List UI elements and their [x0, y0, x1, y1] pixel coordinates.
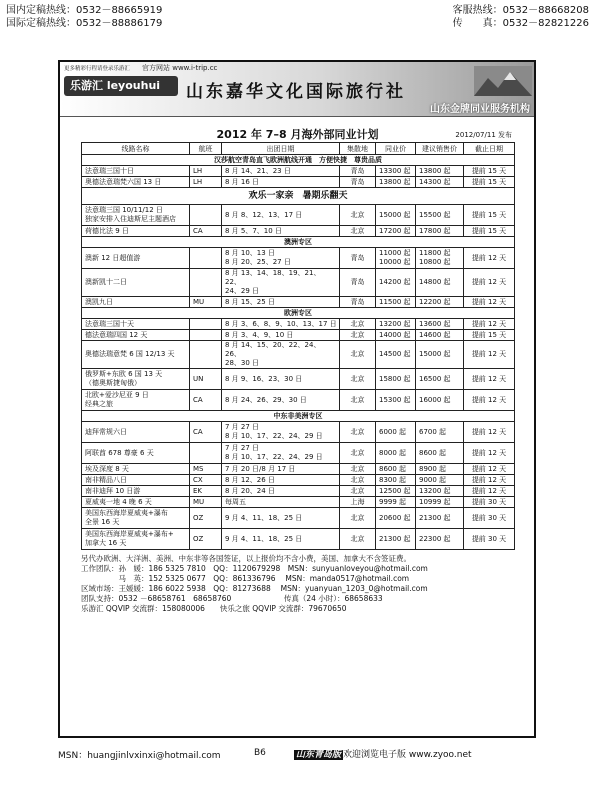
column-header: 建议销售价: [416, 143, 464, 155]
route-name: 奥德法瑞意梵 6 国 12/13 天: [82, 341, 190, 369]
contact-line: 区域市场：王媛媛：186 6022 5938 QQ：81273688 MSN：yuanyuan_1203_0@hotmail.com: [81, 584, 428, 593]
table-row: [82, 390, 515, 411]
departure-dates: 8 月 20、24 日: [222, 486, 340, 497]
table-row: [82, 464, 515, 475]
section-header-row: [82, 155, 515, 166]
departure-dates: 8 月 3、6、8、9、10、13、17 日: [222, 319, 340, 330]
departure-city: 北京: [340, 341, 376, 369]
tour-schedule-table: [81, 142, 515, 550]
table-row: [82, 497, 515, 508]
table-row: [82, 508, 515, 529]
booking-deadline: 提前 12 天: [464, 341, 515, 369]
domestic-hotline: 国内定稿热线：0532－88665919: [6, 5, 163, 16]
route-name: 澳新凯十二日: [82, 269, 190, 297]
flight-code: MU: [190, 497, 222, 508]
flight-code: [190, 341, 222, 369]
route-name: 阿联酋 678 尊豪 6 天: [82, 443, 190, 464]
booking-deadline: 提前 30 天: [464, 529, 515, 550]
departure-city: 上海: [340, 497, 376, 508]
route-name: 埃及深度 8 天: [82, 464, 190, 475]
table-header-row: [82, 143, 515, 155]
booking-deadline: 提前 15 天: [464, 226, 515, 237]
table-row: [82, 166, 515, 177]
table-row: [82, 269, 515, 297]
departure-city: 青岛: [340, 177, 376, 188]
company-name: 山东嘉华文化国际旅行社: [186, 82, 406, 102]
retail-price: 12200 起: [416, 297, 464, 308]
section-title: 中东非美洲专区: [82, 411, 515, 422]
flight-code: [190, 269, 222, 297]
route-name: 俄罗斯+东欧 6 国 13 天 （德奥斯捷匈俄）: [82, 369, 190, 390]
flight-code: LH: [190, 166, 222, 177]
departure-dates: 8 月 8、12、13、17 日: [222, 205, 340, 226]
peer-price: 15800 起: [376, 369, 416, 390]
departure-dates: 8 月 9、16、23、30 日: [222, 369, 340, 390]
company-banner: [60, 62, 534, 117]
peer-price: 14000 起: [376, 330, 416, 341]
flight-code: UN: [190, 369, 222, 390]
route-name: 北欧+爱沙尼亚 9 日 经典之旅: [82, 390, 190, 411]
ad-frame: [58, 60, 536, 738]
section-header-row: [82, 188, 515, 205]
departure-city: 北京: [340, 464, 376, 475]
plan-title: 2012 年 7–8 月海外部同业计划: [216, 128, 379, 141]
departure-city: 北京: [340, 226, 376, 237]
section-header-row: [82, 237, 515, 248]
retail-price: 16000 起: [416, 390, 464, 411]
retail-price: 13800 起: [416, 166, 464, 177]
booking-deadline: 提前 15 天: [464, 166, 515, 177]
peer-price: 11500 起: [376, 297, 416, 308]
retail-price: 14600 起: [416, 330, 464, 341]
retail-price: 11800 起 10800 起: [416, 248, 464, 269]
flight-code: CA: [190, 226, 222, 237]
departure-city: 北京: [340, 475, 376, 486]
departure-dates: 8 月 10、13 日 8 月 20、25、27 日: [222, 248, 340, 269]
flight-code: EK: [190, 486, 222, 497]
column-header: 航班: [190, 143, 222, 155]
departure-city: 北京: [340, 205, 376, 226]
flight-code: CX: [190, 475, 222, 486]
departure-dates: 8 月 24、26、29、30 日: [222, 390, 340, 411]
fax-number: 传 真：0532－82821226: [452, 18, 589, 29]
table-row: [82, 330, 515, 341]
route-name: 法意瑞三国十天: [82, 319, 190, 330]
contact-line: 团队支持：0532 －68658761 68658760 传真（24 小时）：68658633: [81, 594, 383, 603]
retail-price: 13600 起: [416, 319, 464, 330]
departure-city: 北京: [340, 390, 376, 411]
peer-price: 21300 起: [376, 529, 416, 550]
banner-website[interactable]: 官方网站 www.i-trip.cc: [142, 64, 218, 72]
booking-deadline: 提前 12 天: [464, 475, 515, 486]
table-row: [82, 475, 515, 486]
route-name: 美国东西海岸夏威夷+瀑布+ 加拿大 16 天: [82, 529, 190, 550]
retail-price: 13200 起: [416, 486, 464, 497]
peer-price: 8600 起: [376, 464, 416, 475]
page-number: B6: [254, 748, 266, 758]
section-title: 汉莎航空青岛直飞欧洲航线开通 方便快捷 尊贵品质: [82, 155, 515, 166]
contact-notes: [81, 554, 514, 614]
peer-price: 13200 起: [376, 319, 416, 330]
column-header: 出团日期: [222, 143, 340, 155]
column-header: 截止日期: [464, 143, 515, 155]
contact-line: 另代办欧洲、大洋洲、美洲、中东非等各国签证，以上报价均不含小费，美国、加拿大不含签证费。: [81, 554, 411, 563]
section-title: 欧洲专区: [82, 308, 515, 319]
departure-city: 青岛: [340, 269, 376, 297]
departure-dates: 8 月 13、14、18、19、21、22、 24、29 日: [222, 269, 340, 297]
departure-dates: 7 月 20 日/8 月 17 日: [222, 464, 340, 475]
plan-document: [81, 120, 514, 614]
departure-city: 北京: [340, 422, 376, 443]
peer-price: 14200 起: [376, 269, 416, 297]
route-name: 夏威夷一地 4 晚 6 天: [82, 497, 190, 508]
domestic-hotlines: [6, 4, 162, 30]
retail-price: 15500 起: [416, 205, 464, 226]
peer-price: 12500 起: [376, 486, 416, 497]
retail-price: 17800 起: [416, 226, 464, 237]
peer-price: 17200 起: [376, 226, 416, 237]
flight-code: [190, 443, 222, 464]
booking-deadline: 提前 30 天: [464, 508, 515, 529]
booking-deadline: 提前 12 天: [464, 248, 515, 269]
section-header-row: [82, 308, 515, 319]
magazine-url[interactable]: 欢迎浏览电子版 www.zyoo.net: [343, 750, 472, 760]
retail-price: 6700 起: [416, 422, 464, 443]
table-row: [82, 205, 515, 226]
magazine-edition: 山东青岛版: [296, 750, 342, 760]
peer-price: 9999 起: [376, 497, 416, 508]
departure-dates: 8 月 16 日: [222, 177, 340, 188]
departure-city: 北京: [340, 319, 376, 330]
booking-deadline: 提前 15 天: [464, 330, 515, 341]
route-name: 美国东西海岸夏威夷+瀑布 全景 16 天: [82, 508, 190, 529]
mountain-photo-icon: [474, 66, 532, 96]
departure-dates: 8 月 14、21、23 日: [222, 166, 340, 177]
booking-deadline: 提前 12 天: [464, 464, 515, 475]
contact-line: 乐游汇 QQVIP 交流群：158080006 快乐之旅 QQVIP 交流群：79670650: [81, 604, 347, 613]
booking-deadline: 提前 30 天: [464, 497, 515, 508]
peer-price: 13300 起: [376, 166, 416, 177]
contact-line: 工作团队：孙 媛：186 5325 7810 QQ：1120679298 MSN：sunyuanloveyou@hotmail.com: [81, 564, 428, 573]
booking-deadline: 提前 12 天: [464, 319, 515, 330]
banner-tagline: 更多精彩行程请登录乐游汇: [64, 66, 131, 72]
section-header-row: [82, 411, 515, 422]
booking-deadline: 提前 12 天: [464, 369, 515, 390]
table-row: [82, 443, 515, 464]
departure-dates: 8 月 12、26 日: [222, 475, 340, 486]
retail-price: 14800 起: [416, 269, 464, 297]
route-name: 德法意瑞四国 12 天: [82, 330, 190, 341]
departure-city: 北京: [340, 443, 376, 464]
departure-city: 青岛: [340, 297, 376, 308]
departure-city: 北京: [340, 508, 376, 529]
departure-dates: 9 月 4、11、18、25 日: [222, 508, 340, 529]
publish-date: 2012/07/11 发布: [455, 131, 512, 139]
retail-price: 21300 起: [416, 508, 464, 529]
flight-code: MU: [190, 297, 222, 308]
departure-city: 青岛: [340, 166, 376, 177]
flight-code: [190, 248, 222, 269]
section-title: 澳洲专区: [82, 237, 515, 248]
flight-code: MS: [190, 464, 222, 475]
flight-code: [190, 330, 222, 341]
departure-dates: 8 月 14、15、20、22、24、26、 28、30 日: [222, 341, 340, 369]
retail-price: 16500 起: [416, 369, 464, 390]
retail-price: 15000 起: [416, 341, 464, 369]
service-hotlines: [453, 4, 589, 30]
booking-deadline: 提前 12 天: [464, 443, 515, 464]
retail-price: 8900 起: [416, 464, 464, 475]
column-header: 线路名称: [82, 143, 190, 155]
table-row: [82, 177, 515, 188]
departure-dates: 8 月 15、25 日: [222, 297, 340, 308]
table-row: [82, 486, 515, 497]
booking-deadline: 提前 12 天: [464, 422, 515, 443]
departure-city: 北京: [340, 529, 376, 550]
international-hotline: 国际定稿热线：0532－88886179: [6, 18, 163, 29]
departure-dates: 7 月 27 日 8 月 10、17、22、24、29 日: [222, 443, 340, 464]
column-header: 同业价: [376, 143, 416, 155]
retail-price: 9000 起: [416, 475, 464, 486]
departure-city: 青岛: [340, 248, 376, 269]
flight-code: CA: [190, 422, 222, 443]
flight-code: [190, 205, 222, 226]
booking-deadline: 提前 12 天: [464, 297, 515, 308]
retail-price: 10999 起: [416, 497, 464, 508]
table-row: [82, 226, 515, 237]
route-name: 荷德比法 9 日: [82, 226, 190, 237]
departure-dates: 9 月 4、11、18、25 日: [222, 529, 340, 550]
peer-price: 8300 起: [376, 475, 416, 486]
magazine-credit: [294, 747, 472, 760]
banner-slogan: 山东金牌同业服务机构: [430, 104, 530, 115]
table-row: [82, 297, 515, 308]
column-header: 集散地: [340, 143, 376, 155]
route-name: 迪拜常规六日: [82, 422, 190, 443]
route-name: 南非迪拜 10 日游: [82, 486, 190, 497]
flight-code: [190, 319, 222, 330]
booking-deadline: 提前 12 天: [464, 486, 515, 497]
route-name: 澳新 12 日超值游: [82, 248, 190, 269]
departure-city: 北京: [340, 330, 376, 341]
peer-price: 6000 起: [376, 422, 416, 443]
departure-dates: 每周五: [222, 497, 340, 508]
departure-city: 北京: [340, 369, 376, 390]
route-name: 奥德法意瑞梵六国 13 日: [82, 177, 190, 188]
flight-code: CA: [190, 390, 222, 411]
retail-price: 8600 起: [416, 443, 464, 464]
booking-deadline: 提前 12 天: [464, 269, 515, 297]
section-title: 欢乐一家亲 暑期乐翻天: [82, 188, 515, 205]
retail-price: 22300 起: [416, 529, 464, 550]
customer-hotline: 客服热线：0532－88668208: [452, 5, 589, 16]
peer-price: 11000 起 10000 起: [376, 248, 416, 269]
table-row: [82, 422, 515, 443]
table-row: [82, 529, 515, 550]
contact-line: 马 英：152 5325 0677 QQ：861336796 MSN：manda0517@hotmail.com: [81, 574, 410, 583]
route-name: 法意瑞三国 10/11/12 日 独家安排入住迪斯尼主题酒店: [82, 205, 190, 226]
table-row: [82, 341, 515, 369]
departure-dates: 7 月 27 日 8 月 10、17、22、24、29 日: [222, 422, 340, 443]
booking-deadline: 提前 12 天: [464, 390, 515, 411]
table-row: [82, 369, 515, 390]
departure-city: 北京: [340, 486, 376, 497]
peer-price: 8000 起: [376, 443, 416, 464]
route-name: 法意瑞三国十日: [82, 166, 190, 177]
booking-deadline: 提前 15 天: [464, 205, 515, 226]
departure-dates: 8 月 5、7、10 日: [222, 226, 340, 237]
table-row: [82, 248, 515, 269]
flight-code: OZ: [190, 529, 222, 550]
peer-price: 14500 起: [376, 341, 416, 369]
retail-price: 14300 起: [416, 177, 464, 188]
flight-code: OZ: [190, 508, 222, 529]
flight-code: LH: [190, 177, 222, 188]
leyouhui-logo: 乐游汇 leyouhui: [64, 76, 178, 96]
departure-dates: 8 月 3、4、9、10 日: [222, 330, 340, 341]
footer-msn: MSN：huangjinlvxinxi@hotmail.com: [58, 751, 221, 761]
peer-price: 13800 起: [376, 177, 416, 188]
table-row: [82, 319, 515, 330]
route-name: 南非精品八日: [82, 475, 190, 486]
route-name: 澳凯九日: [82, 297, 190, 308]
booking-deadline: 提前 15 天: [464, 177, 515, 188]
peer-price: 20600 起: [376, 508, 416, 529]
peer-price: 15000 起: [376, 205, 416, 226]
peer-price: 15300 起: [376, 390, 416, 411]
